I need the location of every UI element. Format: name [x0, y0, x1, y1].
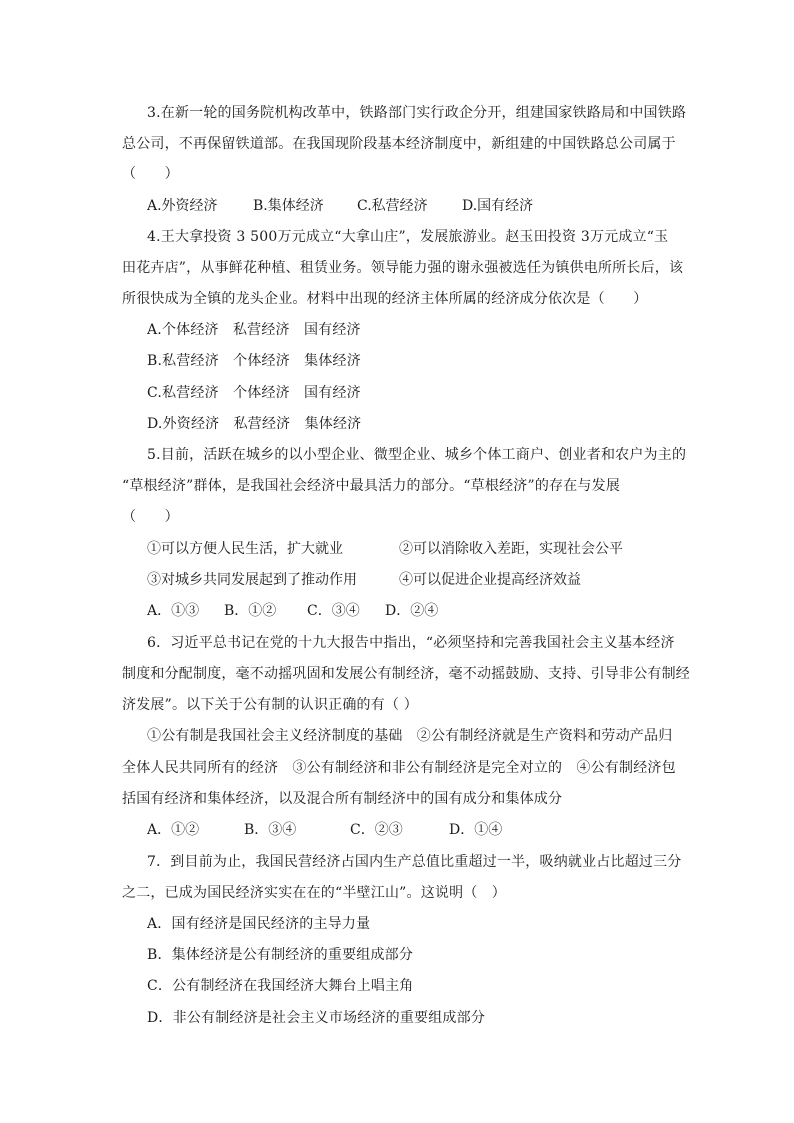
q6-option-b: B．③④	[244, 822, 297, 838]
q3-option-d: D.国有经济	[462, 198, 534, 214]
q3-stem-line-3: （ ）	[122, 166, 179, 182]
q6-stem-line-1: 6．习近平总书记在党的十九大报告中指出，“必须坚持和完善我国社会主义基本经济	[147, 635, 675, 651]
q6-statement-line-2: 全体人民共同所有的经济 ③公有制经济和非公有制经济是完全对立的 ④公有制经济包	[122, 760, 676, 776]
q5-statement-1: ①可以方便人民生活，扩大就业	[147, 541, 343, 557]
q7-option-b: B．集体经济是公有制经济的重要组成部分	[147, 947, 414, 963]
q5-option-a: A．①③	[147, 603, 200, 619]
q5-statement-4: ④可以促进企业提高经济效益	[399, 572, 581, 588]
q4-option-b: B.私营经济 个体经济 集体经济	[147, 353, 361, 369]
q4-stem-line-2: 田花卉店”，从事鲜花种植、租赁业务。领导能力强的谢永强被选任为镇供电所所长后，该	[122, 260, 684, 276]
q6-stem-line-3: 济发展”。以下关于公有制的认识正确的有（ ）	[122, 697, 419, 713]
q3-option-c: C.私营经济	[357, 198, 428, 214]
q3-option-b: B.集体经济	[253, 198, 324, 214]
q6-statement-line-3: 括国有经济和集体经济，以及混合所有制经济中的国有成分和集体成分	[122, 791, 563, 807]
q3-stem-line-2: 总公司，不再保留铁道部。在我国现阶段基本经济制度中，新组建的中国铁路总公司属于	[122, 136, 676, 152]
q7-stem-line-1: 7．到目前为止，我国民营经济占国内生产总值比重超过一半，吸纳就业占比超过三分	[147, 854, 682, 870]
q7-option-c: C．公有制经济在我国经济大舞台上唱主角	[147, 978, 414, 994]
q4-option-d: D.外资经济 私营经济 集体经济	[147, 416, 362, 432]
q4-option-a: A.个体经济 私营经济 国有经济	[147, 322, 361, 338]
q7-option-d: D．非公有制经济是社会主义市场经济的重要组成部分	[147, 1010, 486, 1026]
q5-statement-3: ③对城乡共同发展起到了推动作用	[147, 572, 357, 588]
q5-option-b: B．①②	[224, 603, 277, 619]
q6-statement-line-1: ①公有制是我国社会主义经济制度的基础 ②公有制经济就是生产资料和劳动产品归	[147, 728, 673, 744]
q5-option-d: D．②④	[385, 603, 439, 619]
q5-stem-line-1: 5.目前，活跃在城乡的以小型企业、微型企业、城乡个体工商户、创业者和农户为主的	[147, 447, 687, 463]
q7-option-a: A．国有经济是国民经济的主导力量	[147, 916, 371, 932]
q6-option-c: C．②③	[350, 822, 403, 838]
q4-stem-line-1: 4.王大拿投资 3 500万元成立“大拿山庄”，发展旅游业。赵玉田投资 3万元成立“玉	[147, 229, 669, 245]
q6-option-a: A．①②	[147, 822, 200, 838]
q5-stem-line-3: （ ）	[122, 509, 179, 525]
q6-option-d: D．①④	[449, 822, 503, 838]
q5-option-c: C．③④	[307, 603, 360, 619]
q5-statement-2: ②可以消除收入差距，实现社会公平	[399, 541, 623, 557]
q6-stem-line-2: 制度和分配制度，毫不动摇巩固和发展公有制经济，毫不动摇鼓励、支持、引导非公有制经	[122, 666, 690, 682]
q4-stem-line-3: 所很快成为全镇的龙头企业。材料中出现的经济主体所属的经济成分依次是（ ）	[122, 291, 648, 307]
q4-option-c: C.私营经济 个体经济 国有经济	[147, 385, 361, 401]
q7-stem-line-2: 之二，已成为国民经济实实在在的“半壁江山”。这说明（ ）	[122, 885, 506, 901]
q3-stem-line-1: 3.在新一轮的国务院机构改革中，铁路部门实行政企分开，组建国家铁路局和中国铁路	[147, 105, 687, 121]
q3-option-a: A.外资经济	[147, 198, 218, 214]
q5-stem-line-2: “草根经济”群体，是我国社会经济中最具活力的部分。“草根经济”的存在与发展	[122, 478, 621, 494]
